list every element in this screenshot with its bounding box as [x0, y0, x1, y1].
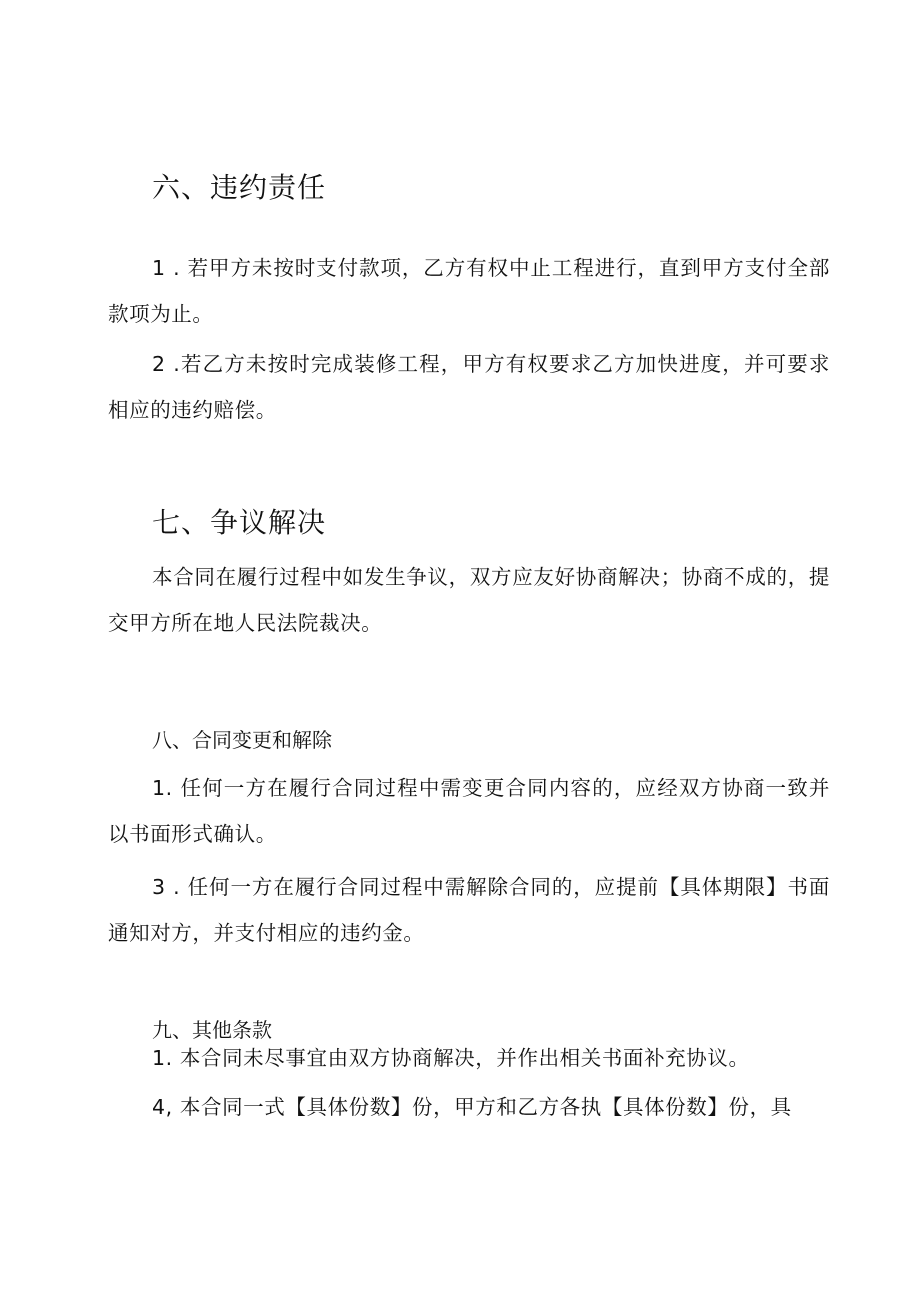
section-6-heading: 六、违约责任	[152, 171, 327, 204]
section-9-heading: 九、其他条款	[152, 1018, 272, 1042]
section-9-item-1: 1. 本合同未尽事宜由双方协商解决，并作出相关书面补充协议。	[152, 1046, 750, 1070]
section-8-item-1: 1. 任何一方在履行合同过程中需变更合同内容的，应经双方协商一致并以书面形式确认。	[108, 776, 830, 846]
section-8-heading: 八、合同变更和解除	[152, 728, 332, 752]
section-7-heading: 七、争议解决	[152, 506, 327, 539]
section-6-item-2: 2 .若乙方未按时完成装修工程，甲方有权要求乙方加快进度，并可要求相应的违约赔偿。	[108, 352, 830, 422]
section-6-item-1: 1 . 若甲方未按时支付款项，乙方有权中止工程进行，直到甲方支付全部款项为止。	[108, 256, 830, 326]
section-8-item-3: 3 . 任何一方在履行合同过程中需解除合同的，应提前【具体期限】书面通知对方，并支付相应的违约金。	[108, 875, 830, 945]
section-9-item-4: 4, 本合同一式【具体份数】份，甲方和乙方各执【具体份数】份，具	[152, 1095, 792, 1119]
section-7-body: 本合同在履行过程中如发生争议，双方应友好协商解决；协商不成的，提交甲方所在地人民法院裁决。	[108, 565, 830, 635]
